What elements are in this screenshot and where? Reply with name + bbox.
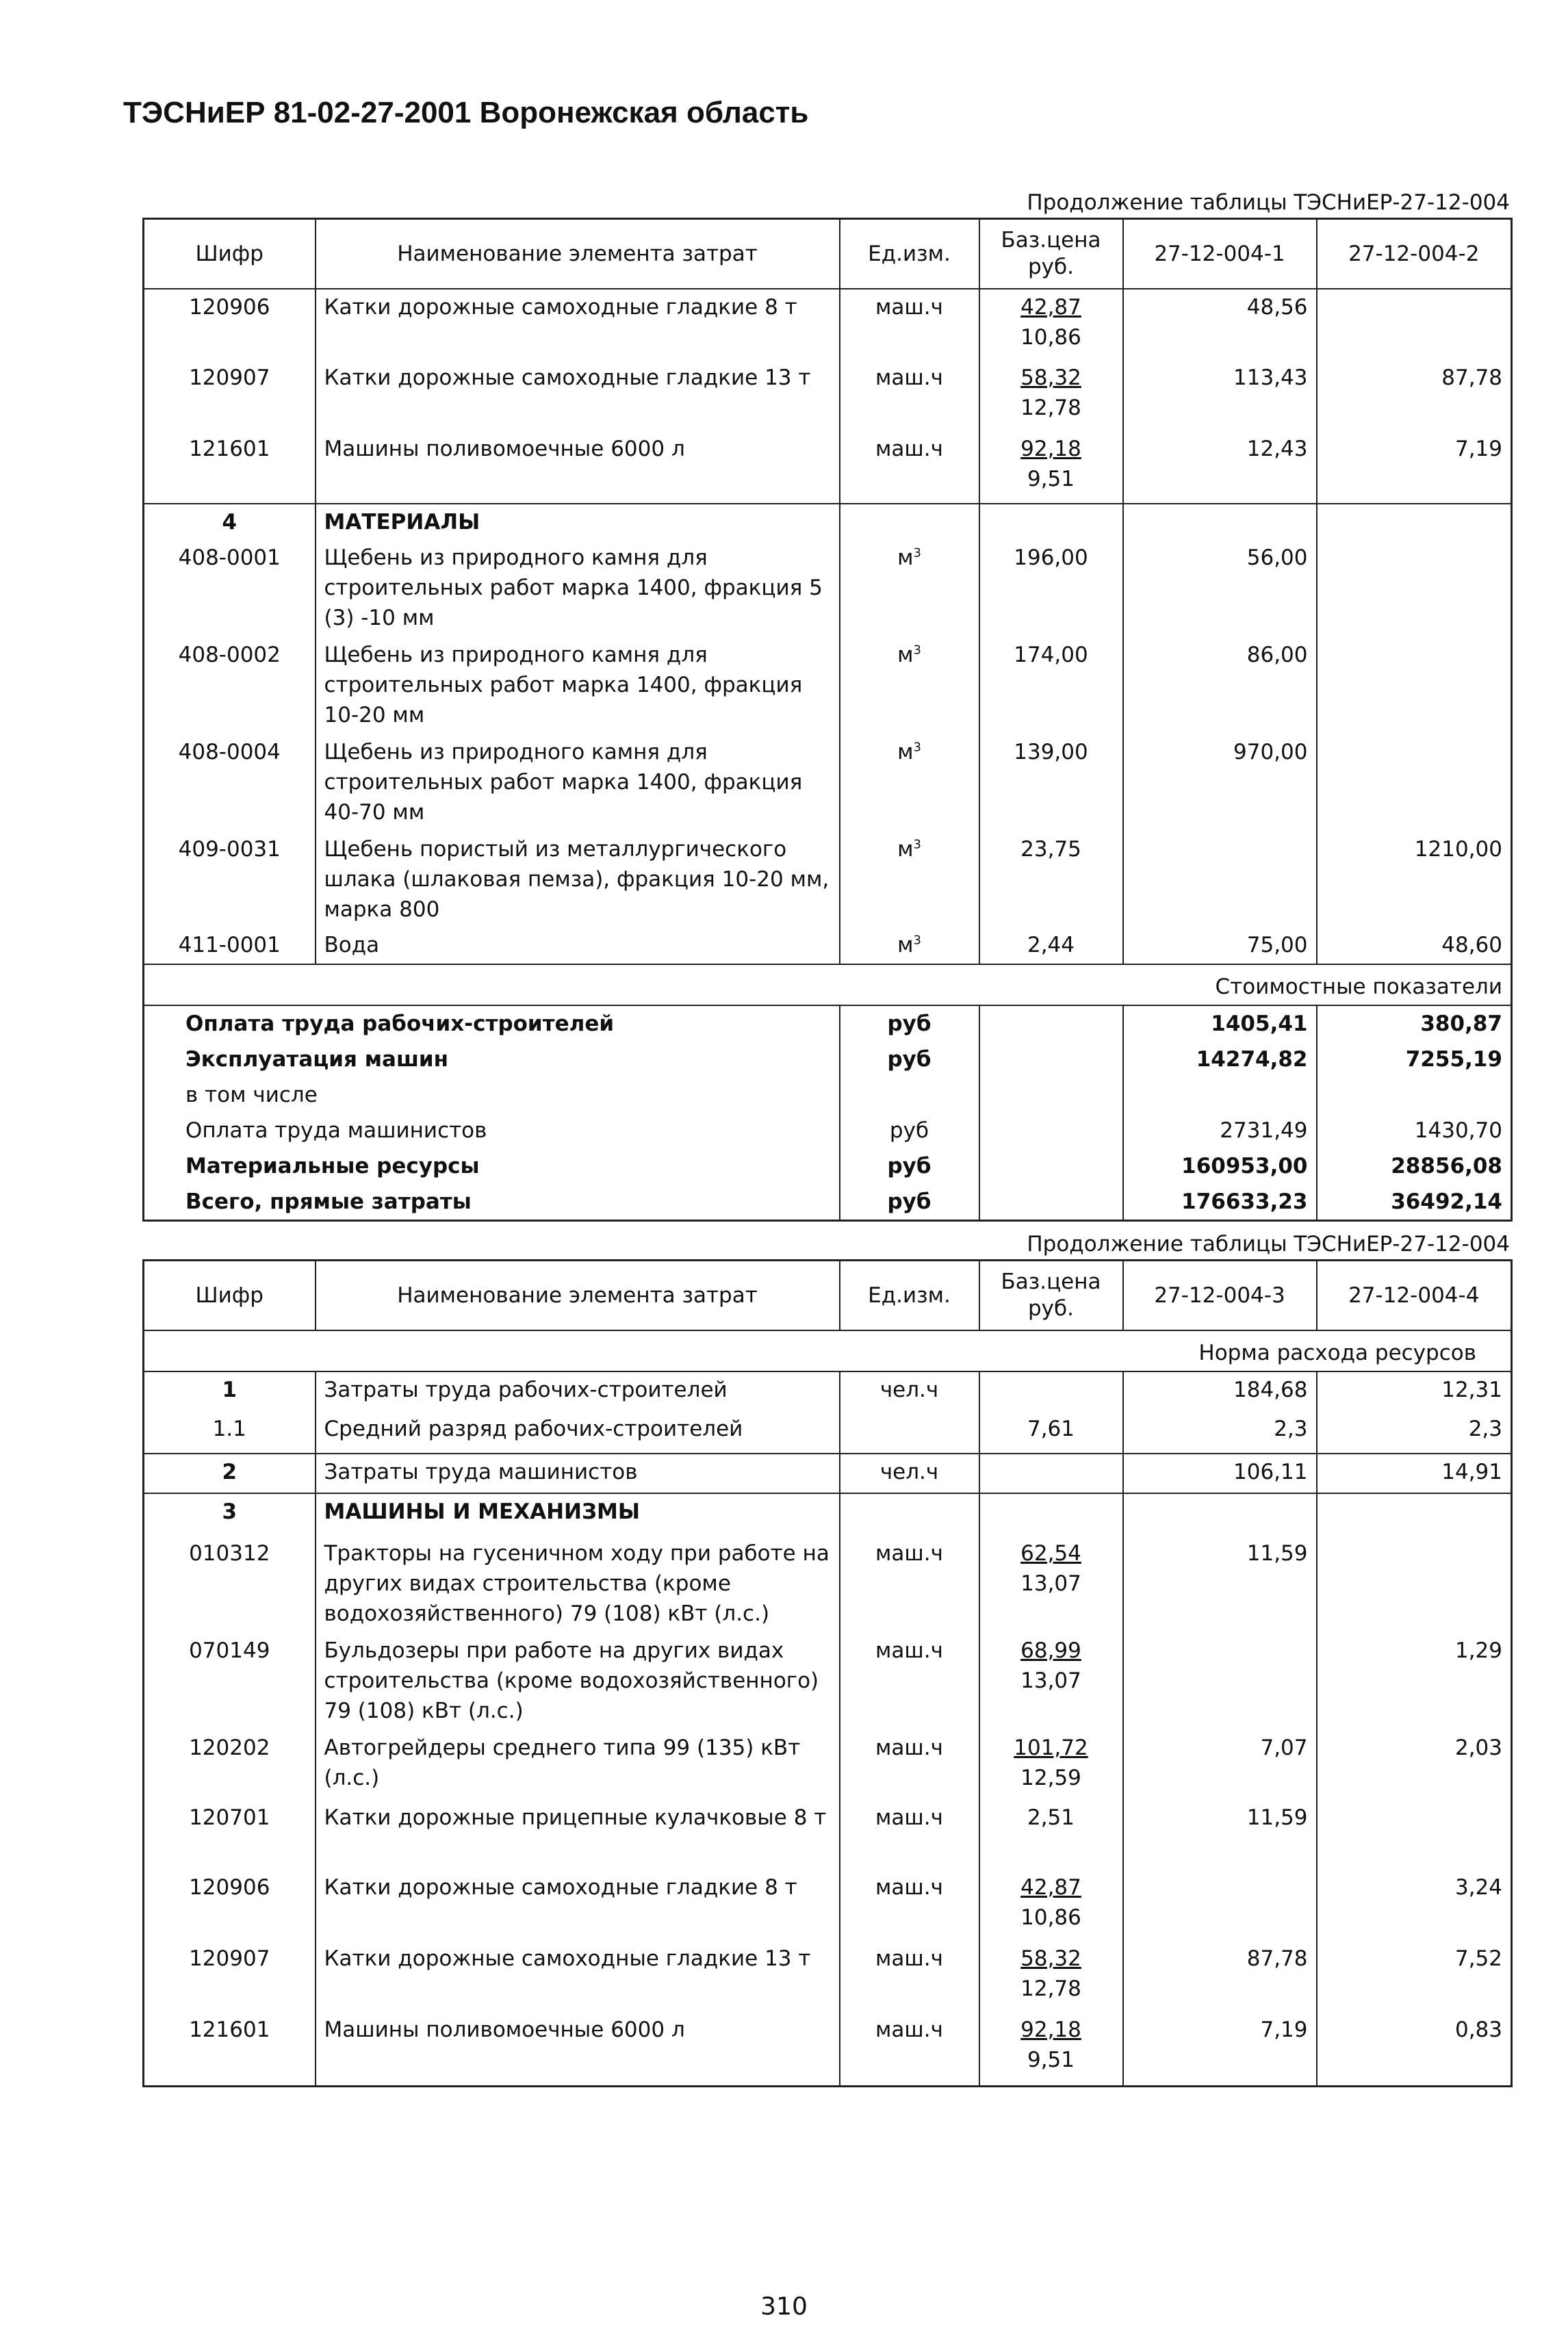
row-name: Щебень пористый из металлургического шлака (шлаковая пемза), фракция 10-20 мм, марка 800 [316,832,840,927]
row-norm-4: 2,03 [1317,1730,1512,1800]
col-header-name: Наименование элемента затрат [316,219,840,289]
row-unit: $м^3$ [840,734,979,832]
col-header-name: Наименование элемента затрат [316,1261,840,1331]
table-row [144,832,1512,927]
row-unit: $м^3$ [840,832,979,927]
row-norm-4: 7,52 [1317,1941,1512,2012]
row-norm-1 [1123,832,1317,927]
row-norm-3: 11,59 [1123,1536,1317,1633]
row-code: 2 [144,1454,316,1493]
row-norm-3: 2,3 [1123,1411,1317,1454]
summary-label: Материальные ресурсы [144,1148,840,1184]
row-unit [840,1411,979,1454]
row-price: 139,00 [979,734,1123,832]
row-code: 408-0001 [144,540,316,637]
col-header-price: Баз.цена руб. [979,219,1123,289]
row-code: 121601 [144,2012,316,2086]
table-row [144,540,1512,637]
summary-row [144,1184,1512,1221]
col-header-price: Баз.цена руб. [979,1261,1123,1331]
row-price [979,1870,1123,1941]
row-price [979,1536,1123,1633]
row-name: Затраты труда рабочих-строителей [316,1371,840,1411]
row-price-wage: 12,59 [1020,1766,1081,1791]
row-unit: чел.ч [840,1371,979,1411]
row-code: 411-0001 [144,927,316,964]
row-norm-4 [1317,1800,1512,1870]
row-code: 120202 [144,1730,316,1800]
summary-value-2: 36492,14 [1317,1184,1512,1221]
row-code: 120907 [144,1941,316,2012]
row-price: 2,51 [979,1800,1123,1870]
table2-caption: Продолжение таблицы ТЭСНиЕР-27-12-004 [1027,1232,1510,1256]
table-row [144,1800,1512,1870]
summary-unit: руб [840,1113,979,1148]
row-norm-2: 7,19 [1317,431,1512,504]
table-row [144,1941,1512,2012]
row-unit: маш.ч [840,1633,979,1730]
row-price-base: 101,72 [1014,1736,1088,1760]
summary-value-1: 160953,00 [1123,1148,1317,1184]
summary-value-1: 2731,49 [1123,1113,1317,1148]
row-norm-4: 2,3 [1317,1411,1512,1454]
row-price [979,1371,1123,1411]
row-price: 196,00 [979,540,1123,637]
summary-label: в том числе [144,1077,840,1113]
row-name: Тракторы на гусеничном ходу при работе на других видах строительства (кроме водохозяйственного) 79 (108) кВт (л.с.) [316,1536,840,1633]
row-name: Машины поливомоечные 6000 л [316,2012,840,2086]
summary-value-1: 1405,41 [1123,1005,1317,1042]
row-norm-4: 3,24 [1317,1870,1512,1941]
row-price-wage: 13,07 [1020,1668,1081,1694]
row-unit: маш.ч [840,431,979,504]
row-name: Щебень из природного камня для строительных работ марка 1400, фракция 40-70 мм [316,734,840,832]
col-header-norm-2: 27-12-004-2 [1317,219,1512,289]
row-unit: маш.ч [840,1870,979,1941]
row-norm-4: 12,31 [1317,1371,1512,1411]
table1-caption: Продолжение таблицы ТЭСНиЕР-27-12-004 [1027,190,1510,215]
row-norm-4: 0,83 [1317,2012,1512,2086]
row-norm-1: 75,00 [1123,927,1317,964]
row-price-wage: 10,86 [1020,1905,1081,1931]
row-norm-1: 56,00 [1123,540,1317,637]
row-price [979,1633,1123,1730]
col-header-norm-1: 27-12-004-1 [1123,219,1317,289]
row-price [979,1454,1123,1493]
document-title: ТЭСНиЕР 81-02-27-2001 Воронежская область [123,96,809,129]
row-price-wage: 12,78 [1020,1976,1081,2002]
row-norm-2: 87,78 [1317,360,1512,431]
row-name: Щебень из природного камня для строительных работ марка 1400, фракция 5 (3) -10 мм [316,540,840,637]
summary-label: Оплата труда машинистов [144,1113,840,1148]
row-norm-2: 1210,00 [1317,832,1512,927]
row-name: Катки дорожные самоходные гладкие 8 т [316,1870,840,1941]
row-unit: маш.ч [840,1800,979,1870]
row-norm-1: 48,56 [1123,289,1317,360]
row-price [979,2012,1123,2086]
section-code: 3 [144,1493,316,1536]
summary-value-2: 1430,70 [1317,1113,1512,1148]
row-norm-3: 11,59 [1123,1800,1317,1870]
row-norm-2 [1317,734,1512,832]
table2 [142,1259,1513,2087]
row-code: 121601 [144,431,316,504]
summary-value-2: 380,87 [1317,1005,1512,1042]
row-price: 2,44 [979,927,1123,964]
row-code: 120906 [144,1870,316,1941]
row-unit: маш.ч [840,1730,979,1800]
row-norm-2 [1317,637,1512,734]
table-row [144,927,1512,964]
summary-row [144,1113,1512,1148]
row-unit: маш.ч [840,360,979,431]
col-header-unit: Ед.изм. [840,219,979,289]
row-price-base: 92,18 [1020,437,1081,461]
summary-value-2: 7255,19 [1317,1042,1512,1077]
row-price-base: 92,18 [1020,2018,1081,2042]
row-name: Щебень из природного камня для строительных работ марка 1400, фракция 10-20 мм [316,637,840,734]
row-norm-1: 86,00 [1123,637,1317,734]
table-row [144,360,1512,431]
row-price [979,360,1123,431]
row-name: Катки дорожные самоходные гладкие 8 т [316,289,840,360]
row-norm-2 [1317,540,1512,637]
row-name: Бульдозеры при работе на других видах строительства (кроме водохозяйственного) 79 (108) кВт (л.с.) [316,1633,840,1730]
row-price: 7,61 [979,1411,1123,1454]
row-norm-4: 1,29 [1317,1633,1512,1730]
summary-unit: руб [840,1148,979,1184]
col-header-code: Шифр [144,219,316,289]
row-name: Катки дорожные самоходные гладкие 13 т [316,1941,840,2012]
table-row [144,289,1512,360]
section-title: МАТЕРИАЛЫ [316,504,840,540]
table-row [144,431,1512,504]
row-price: 174,00 [979,637,1123,734]
summary-value-1 [1123,1077,1317,1113]
row-name: Катки дорожные прицепные кулачковые 8 т [316,1800,840,1870]
row-code: 120701 [144,1800,316,1870]
table-row [144,1536,1512,1633]
table-row [144,1411,1512,1454]
row-norm-1: 970,00 [1123,734,1317,832]
section-row-machines [144,1493,1512,1536]
norm-heading: Норма расхода ресурсов [144,1330,1512,1371]
table1-header-row [144,219,1512,289]
summary-value-2: 28856,08 [1317,1148,1512,1184]
page-number: 310 [760,2293,808,2321]
row-code: 010312 [144,1536,316,1633]
row-price-base: 58,32 [1020,365,1081,390]
row-price [979,431,1123,504]
summary-unit: руб [840,1042,979,1077]
table-row [144,637,1512,734]
section-title: МАШИНЫ И МЕХАНИЗМЫ [316,1493,840,1536]
table-row [144,1870,1512,1941]
col-header-code: Шифр [144,1261,316,1331]
row-norm-2 [1317,289,1512,360]
row-code: 120906 [144,289,316,360]
row-price: 23,75 [979,832,1123,927]
row-name: Автогрейдеры среднего типа 99 (135) кВт (л.с.) [316,1730,840,1800]
summary-value-1: 176633,23 [1123,1184,1317,1221]
row-code: 120907 [144,360,316,431]
row-norm-2: 48,60 [1317,927,1512,964]
row-unit: маш.ч [840,1536,979,1633]
row-price-base: 42,87 [1020,295,1081,320]
summary-row [144,1005,1512,1042]
row-norm-3: 7,19 [1123,2012,1317,2086]
row-norm-3: 87,78 [1123,1941,1317,2012]
row-price-wage: 9,51 [1027,2048,1075,2073]
row-name: Затраты труда машинистов [316,1454,840,1493]
section-row-materials [144,504,1512,540]
row-code: 408-0002 [144,637,316,734]
row-norm-3: 184,68 [1123,1371,1317,1411]
col-header-unit: Ед.изм. [840,1261,979,1331]
row-unit: маш.ч [840,1941,979,2012]
row-name: Средний разряд рабочих-строителей [316,1411,840,1454]
summary-row [144,1077,1512,1113]
row-price [979,1941,1123,2012]
row-norm-4: 14,91 [1317,1454,1512,1493]
row-name: Машины поливомоечные 6000 л [316,431,840,504]
summary-value-2 [1317,1077,1512,1113]
cost-heading: Стоимостные показатели [144,964,1512,1005]
summary-unit: руб [840,1184,979,1221]
row-code: 409-0031 [144,832,316,927]
row-price-wage: 10,86 [1020,325,1081,350]
table1 [142,218,1513,1222]
row-norm-3 [1123,1633,1317,1730]
cost-heading-row [144,964,1512,1005]
summary-row [144,1042,1512,1077]
row-unit: чел.ч [840,1454,979,1493]
summary-unit [840,1077,979,1113]
summary-label: Эксплуатация машин [144,1042,840,1077]
row-price-wage: 9,51 [1027,467,1075,492]
row-name: Вода [316,927,840,964]
table-row [144,2012,1512,2086]
row-price [979,289,1123,360]
row-price-base: 58,32 [1020,1946,1081,1971]
summary-value-1: 14274,82 [1123,1042,1317,1077]
row-code: 1 [144,1371,316,1411]
norm-heading-row [144,1330,1512,1371]
row-norm-1: 113,43 [1123,360,1317,431]
row-unit: маш.ч [840,2012,979,2086]
row-price-base: 68,99 [1020,1638,1081,1663]
table-row [144,1371,1512,1411]
table-row [144,1633,1512,1730]
col-header-norm-3: 27-12-004-3 [1123,1261,1317,1331]
row-code: 408-0004 [144,734,316,832]
row-norm-1: 12,43 [1123,431,1317,504]
summary-label: Всего, прямые затраты [144,1184,840,1221]
row-norm-3 [1123,1870,1317,1941]
section-code: 4 [144,504,316,540]
row-price-base: 42,87 [1020,1875,1081,1900]
summary-row [144,1148,1512,1184]
summary-label: Оплата труда рабочих-строителей [144,1005,840,1042]
row-price [979,1730,1123,1800]
row-price-wage: 13,07 [1020,1571,1081,1597]
table-row [144,1730,1512,1800]
table2-header-row [144,1261,1512,1331]
row-unit: $м^3$ [840,637,979,734]
row-unit: $м^3$ [840,927,979,964]
row-norm-3: 106,11 [1123,1454,1317,1493]
summary-unit: руб [840,1005,979,1042]
col-header-norm-4: 27-12-004-4 [1317,1261,1512,1331]
row-price-wage: 12,78 [1020,396,1081,421]
row-norm-4 [1317,1536,1512,1633]
row-code: 070149 [144,1633,316,1730]
row-code: 1.1 [144,1411,316,1454]
row-price-base: 62,54 [1020,1541,1081,1566]
table-row [144,734,1512,832]
row-unit: $м^3$ [840,540,979,637]
table-row [144,1454,1512,1493]
row-norm-3: 7,07 [1123,1730,1317,1800]
row-name: Катки дорожные самоходные гладкие 13 т [316,360,840,431]
row-unit: маш.ч [840,289,979,360]
